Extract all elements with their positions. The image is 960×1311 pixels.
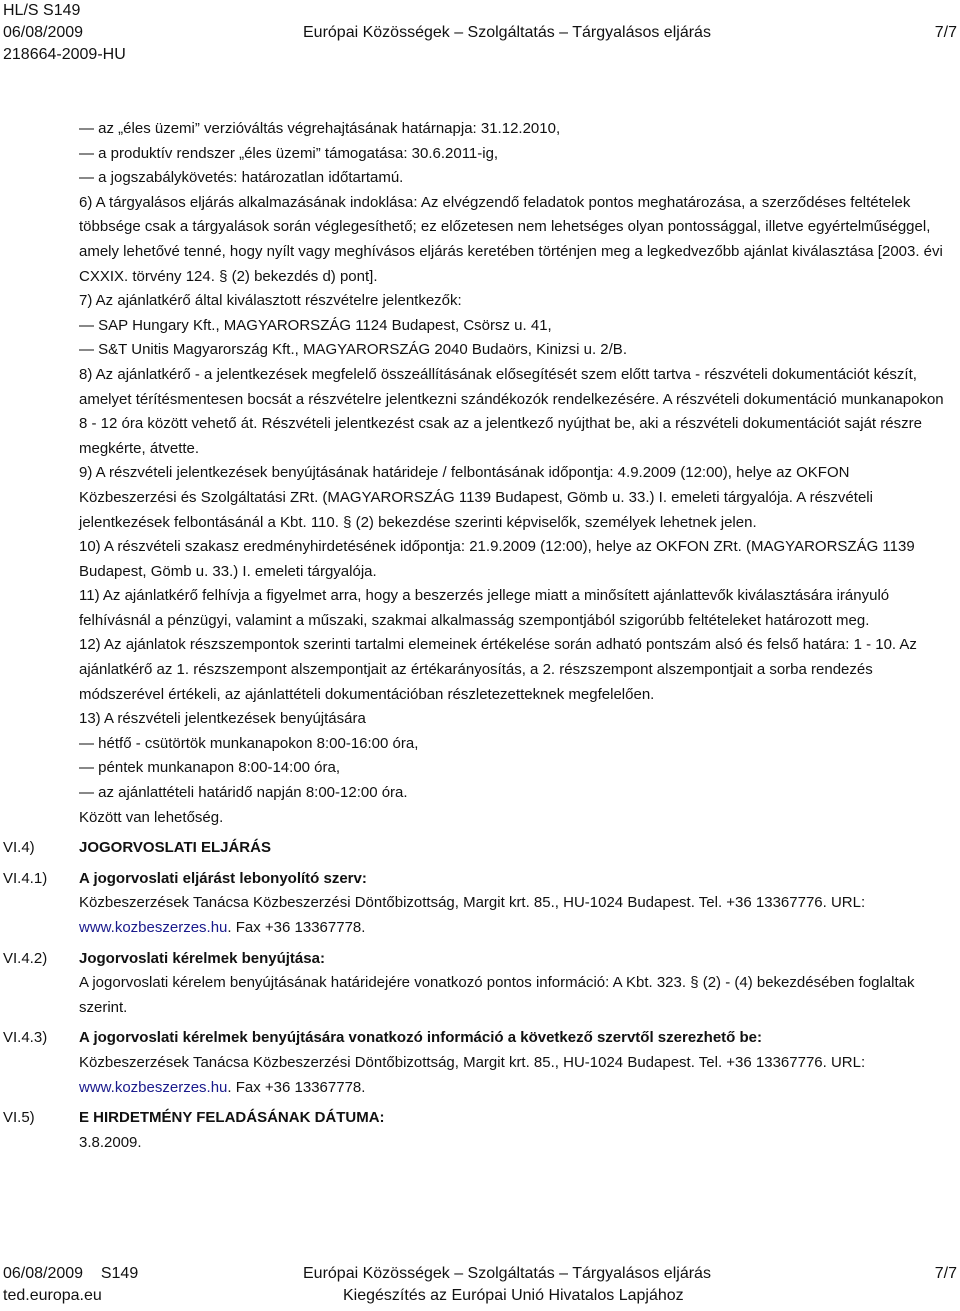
paragraph-8: 8) Az ajánlatkérő - a jelentkezések megfelelő összeállításának elősegítését szem előtt tartva - részvételi dokumentációt készít, amelyet térítésmentesen bocsát a részvételre jelentkezni szándékozók rendelkezésére. A részvételi dokumentáció munkanapokon 8 - 12 óra között vehető át. Részvételi jelentkezést csak az a jelentkező nyújthat be, aki a részvételi dokumentációt saját részre megkérte, átvette. [79,365,944,457]
section-vi42 [3,947,949,1021]
list-item: — az „éles üzemi” verzióváltás végrehajtásának határnapja: 31.12.2010, [79,117,949,142]
section-title: Jogorvoslati kérelmek benyújtása: [79,949,325,967]
section-vi43 [3,1026,949,1100]
footer-site[interactable]: ted.europa.eu [3,1287,102,1304]
section-text: 3.8.2009. [79,1133,142,1151]
header-page-number: 7/7 [934,24,957,41]
paragraph-11: 11) Az ajánlatkérő felhívja a figyelmet arra, hogy a beszerzés jellege miatt a minősített ajánlattevők kiválasztására irányuló felhívásnál a pénzügyi, valamint a műszaki, szakmai alkalmasság szempontjából szigorúbb feltételeket határozott meg. [79,587,890,629]
list-item: — az ajánlattételi határidő napján 8:00-12:00 óra. [79,781,949,806]
header-date: 06/08/2009 [3,24,84,41]
section-number: VI.4) [3,839,35,857]
paragraph-7: 7) Az ajánlatkérő által kiválasztott részvételre jelentkezők: [79,292,462,310]
section-number: VI.4.3) [3,1029,48,1047]
page-header [0,0,960,66]
section-vi5 [3,1106,949,1155]
list-item: — péntek munkanapon 8:00-14:00 óra, [79,756,949,781]
list-item: — a produktív rendszer „éles üzemi” támogatása: 30.6.2011-ig, [79,142,949,167]
paragraph-9: 9) A részvételi jelentkezések benyújtásának határideje / felbontásának időpontja: 4.9.2009 (12:00), helye az OKFON Közbeszerzési és Szolgáltatási ZRt. (MAGYARORSZÁG 1139 Budapest, Gömb u. 33.) I. emeleti tárgyalója. A részvételi jelentkezések felbontásánál a Kbt. 110. § (2) bekezdése szerinti képviselők, személyek lehetnek jelen. [79,464,873,531]
paragraph-12: 12) Az ajánlatok részszempontok szerinti tartalmi elemeinek értékelése során adható pontszám alsó és felső határa: 1 - 10. Az ajánlatkérő az 1. részszempont alszempontjait az értékarányosítás, a 2. részszempont alszempontjait a sorba rendezés módszerével értékeli, az ajánlattételi dokumentációban részletezetteknek megfelelően. [79,636,917,703]
footer-publication: Kiegészítés az Európai Unió Hivatalos Lapjához [343,1287,684,1304]
list-item: — SAP Hungary Kft., MAGYARORSZÁG 1124 Budapest, Csörsz u. 41, [79,314,949,339]
paragraph-6: 6) A tárgyalásos eljárás alkalmazásának indoklása: Az elvégzendő feladatok pontos meghatározása, a szerződéses feltételek többsége csak a tárgyalások során véglegesíthető; ez előzetesen nem lehetséges olyan pontossággal, illetve egyértelműséggel, amely lehetővé tenné, hogy nyílt vagy meghívásos eljárás keretében történjen meg a legkedvezőbb ajánlat kiválasztása [2003. évi CXXIX. törvény 124. § (2) bekezdés d) pont]. [79,193,943,285]
list-item: — hétfő - csütörtök munkanapokon 8:00-16:00 óra, [79,732,949,757]
paragraph-13: 13) A részvételi jelentkezések benyújtására [79,710,366,728]
paragraph-13-end: Között van lehetőség. [79,808,224,826]
url-link[interactable]: www.kozbeszerzes.hu [79,1078,228,1096]
header-title: Európai Közösségek – Szolgáltatás – Tárgyalásos eljárás [303,24,711,41]
footer-page-number: 7/7 [934,1265,957,1282]
section-title: E HIRDETMÉNY FELADÁSÁNAK DÁTUMA: [79,1109,385,1127]
list-item: — S&T Unitis Magyarország Kft., MAGYARORSZÁG 2040 Budaörs, Kinizsi u. 2/B. [79,338,949,363]
section-title: JOGORVOSLATI ELJÁRÁS [79,839,271,857]
section-number: VI.4.1) [3,869,48,887]
section-text: A jogorvoslati kérelem benyújtásának határidejére vonatkozó pontos információ: A Kbt. 323. § (2) - (4) bekezdésében foglaltak szerint. [79,974,915,1016]
section-number: VI.4.2) [3,949,48,967]
section-text: Közbeszerzések Tanácsa Közbeszerzési Döntőbizottság, Margit krt. 85., HU-1024 Budapest. Tel. +36 13367776. URL: www.kozbeszerzes.hu. Fax +36 13367778. [79,894,866,936]
section-title: A jogorvoslati eljárást lebonyolító szerv: [79,869,367,887]
header-doc-id: HL/S S149 [3,2,81,19]
section-vi4 [3,836,949,861]
list-item: — a jogszabálykövetés: határozatlan időtartamú. [79,166,949,191]
page-footer [0,1263,960,1307]
section-number: VI.5) [3,1109,35,1127]
document-body [3,117,949,1155]
footer-date-series: 06/08/2009 S149 [3,1265,139,1282]
url-link[interactable]: www.kozbeszerzes.hu [79,919,228,936]
section-title: A jogorvoslati kérelmek benyújtására vonatkozó információ a következő szervtől szerezhető be: [79,1029,762,1047]
section-vi41 [3,867,949,941]
section-text: Közbeszerzések Tanácsa Közbeszerzési Döntőbizottság, Margit krt. 85., HU-1024 Budapest. Tel. +36 13367776. URL: www.kozbeszerzes.hu. Fax +36 13367778. [79,1053,866,1096]
paragraph-10: 10) A részvételi szakasz eredményhirdetésének időpontja: 21.9.2009 (12:00), helye az OKFON ZRt. (MAGYARORSZÁG 1139 Budapest, Gömb u. 33.) I. emeleti tárgyalója. [79,538,915,580]
header-notice-number: 218664-2009-HU [3,46,126,63]
footer-title: Európai Közösségek – Szolgáltatás – Tárgyalásos eljárás [303,1265,711,1282]
